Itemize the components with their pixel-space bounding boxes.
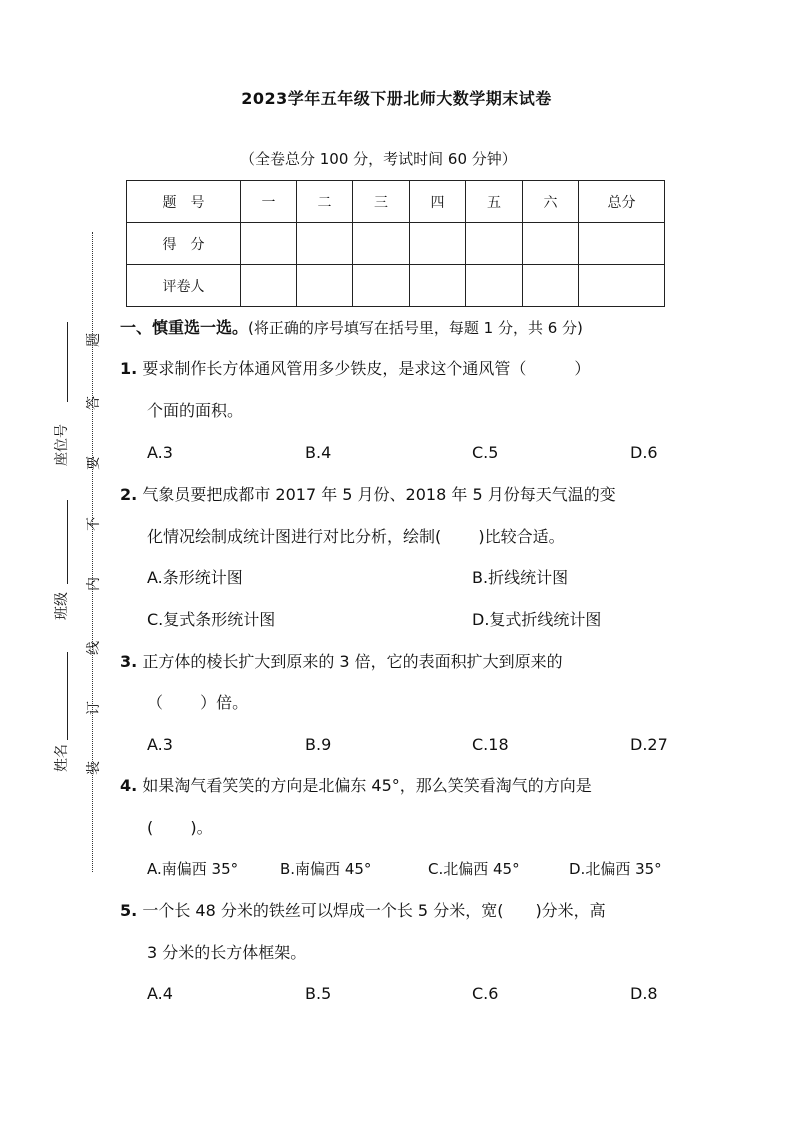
option-c[interactable]: C.复式条形统计图 (147, 610, 276, 629)
section-heading-instructions: (将正确的序号填写在括号里，每题 1 分，共 6 分) (248, 319, 583, 337)
table-header-cell: 五 (466, 181, 523, 223)
grader-cell[interactable] (466, 265, 523, 307)
question-text-line2: （ ）倍。 (147, 693, 249, 712)
table-header-cell: 四 (410, 181, 466, 223)
question-2 (120, 485, 616, 505)
table-header-cell: 一 (241, 181, 297, 223)
option-a[interactable]: A.3 (147, 735, 173, 754)
section-heading (120, 318, 583, 338)
question-text: 正方体的棱长扩大到原来的 3 倍，它的表面积扩大到原来的 (142, 652, 563, 671)
grader-cell[interactable] (523, 265, 579, 307)
question-text-line2: ( )。 (147, 818, 213, 837)
question-text-line2: 个面的面积。 (147, 401, 244, 420)
table-row (127, 223, 665, 265)
option-c[interactable]: C.5 (472, 443, 499, 462)
score-cell[interactable] (297, 223, 353, 265)
seal-char: 题 (86, 333, 102, 347)
grader-cell[interactable] (241, 265, 297, 307)
class-label: 班级 (54, 592, 70, 620)
seal-char: 线 (86, 641, 102, 655)
binding-dotted-line (92, 232, 93, 872)
option-c[interactable]: C.18 (472, 735, 509, 754)
table-header-cell: 总分 (579, 181, 665, 223)
question-text-line2: 3 分米的长方体框架。 (147, 943, 307, 962)
option-b[interactable]: B.5 (305, 984, 332, 1003)
option-a[interactable]: A.条形统计图 (147, 568, 243, 587)
grader-cell[interactable] (353, 265, 410, 307)
table-header-cell: 题 号 (127, 181, 241, 223)
question-1 (120, 359, 590, 379)
option-b[interactable]: B.9 (305, 735, 332, 754)
question-text: 一个长 48 分米的铁丝可以焊成一个长 5 分米，宽( )分米，高 (142, 901, 606, 920)
question-3 (120, 652, 563, 672)
option-b[interactable]: B.折线统计图 (472, 568, 569, 587)
question-4 (120, 776, 592, 796)
exam-info: （全卷总分 100 分，考试时间 60 分钟） (240, 150, 517, 168)
score-cell[interactable] (579, 223, 665, 265)
table-header-cell: 六 (523, 181, 579, 223)
question-number: 1. (120, 359, 138, 378)
seat-number-label: 座位号 (54, 424, 70, 466)
score-cell[interactable] (353, 223, 410, 265)
option-c[interactable]: C.北偏西 45° (428, 860, 520, 878)
question-number: 4. (120, 776, 138, 795)
row-label: 得 分 (127, 223, 241, 265)
question-5 (120, 901, 606, 921)
seal-char: 内 (86, 577, 102, 591)
score-cell[interactable] (466, 223, 523, 265)
seat-number-underline (67, 322, 68, 402)
option-d[interactable]: D.6 (630, 443, 658, 462)
question-number: 5. (120, 901, 138, 920)
table-header-row (127, 181, 665, 223)
seal-char: 订 (86, 701, 102, 715)
seal-char: 不 (86, 517, 102, 531)
score-cell[interactable] (410, 223, 466, 265)
question-text-line2: 化情况绘制成统计图进行对比分析，绘制( )比较合适。 (147, 527, 565, 546)
option-d[interactable]: D.27 (630, 735, 668, 754)
seal-char: 装 (86, 761, 102, 775)
seal-char: 答 (86, 396, 102, 410)
grader-cell[interactable] (410, 265, 466, 307)
option-c[interactable]: C.6 (472, 984, 499, 1003)
score-cell[interactable] (241, 223, 297, 265)
grader-cell[interactable] (579, 265, 665, 307)
option-b[interactable]: B.南偏西 45° (280, 860, 372, 878)
option-d[interactable]: D.复式折线统计图 (472, 610, 602, 629)
class-underline (67, 500, 68, 584)
grader-cell[interactable] (297, 265, 353, 307)
option-d[interactable]: D.北偏西 35° (569, 860, 662, 878)
row-label: 评卷人 (127, 265, 241, 307)
section-heading-title: 一、慎重选一选。 (120, 318, 249, 337)
option-a[interactable]: A.4 (147, 984, 173, 1003)
question-number: 2. (120, 485, 138, 504)
score-cell[interactable] (523, 223, 579, 265)
seal-char: 要 (86, 456, 102, 470)
name-underline (67, 652, 68, 740)
table-header-cell: 三 (353, 181, 410, 223)
table-row (127, 265, 665, 307)
option-b[interactable]: B.4 (305, 443, 332, 462)
page-title: 2023学年五年级下册北师大数学期末试卷 (241, 89, 552, 108)
question-text: 要求制作长方体通风管用多少铁皮，是求这个通风管（ ） (142, 359, 591, 378)
name-label: 姓名 (54, 744, 70, 772)
question-text: 气象员要把成都市 2017 年 5 月份、2018 年 5 月份每天气温的变 (142, 485, 616, 504)
option-d[interactable]: D.8 (630, 984, 658, 1003)
question-number: 3. (120, 652, 138, 671)
table-header-cell: 二 (297, 181, 353, 223)
question-text: 如果淘气看笑笑的方向是北偏东 45°，那么笑笑看淘气的方向是 (142, 776, 592, 795)
option-a[interactable]: A.3 (147, 443, 173, 462)
option-a[interactable]: A.南偏西 35° (147, 860, 239, 878)
score-table (126, 180, 665, 307)
